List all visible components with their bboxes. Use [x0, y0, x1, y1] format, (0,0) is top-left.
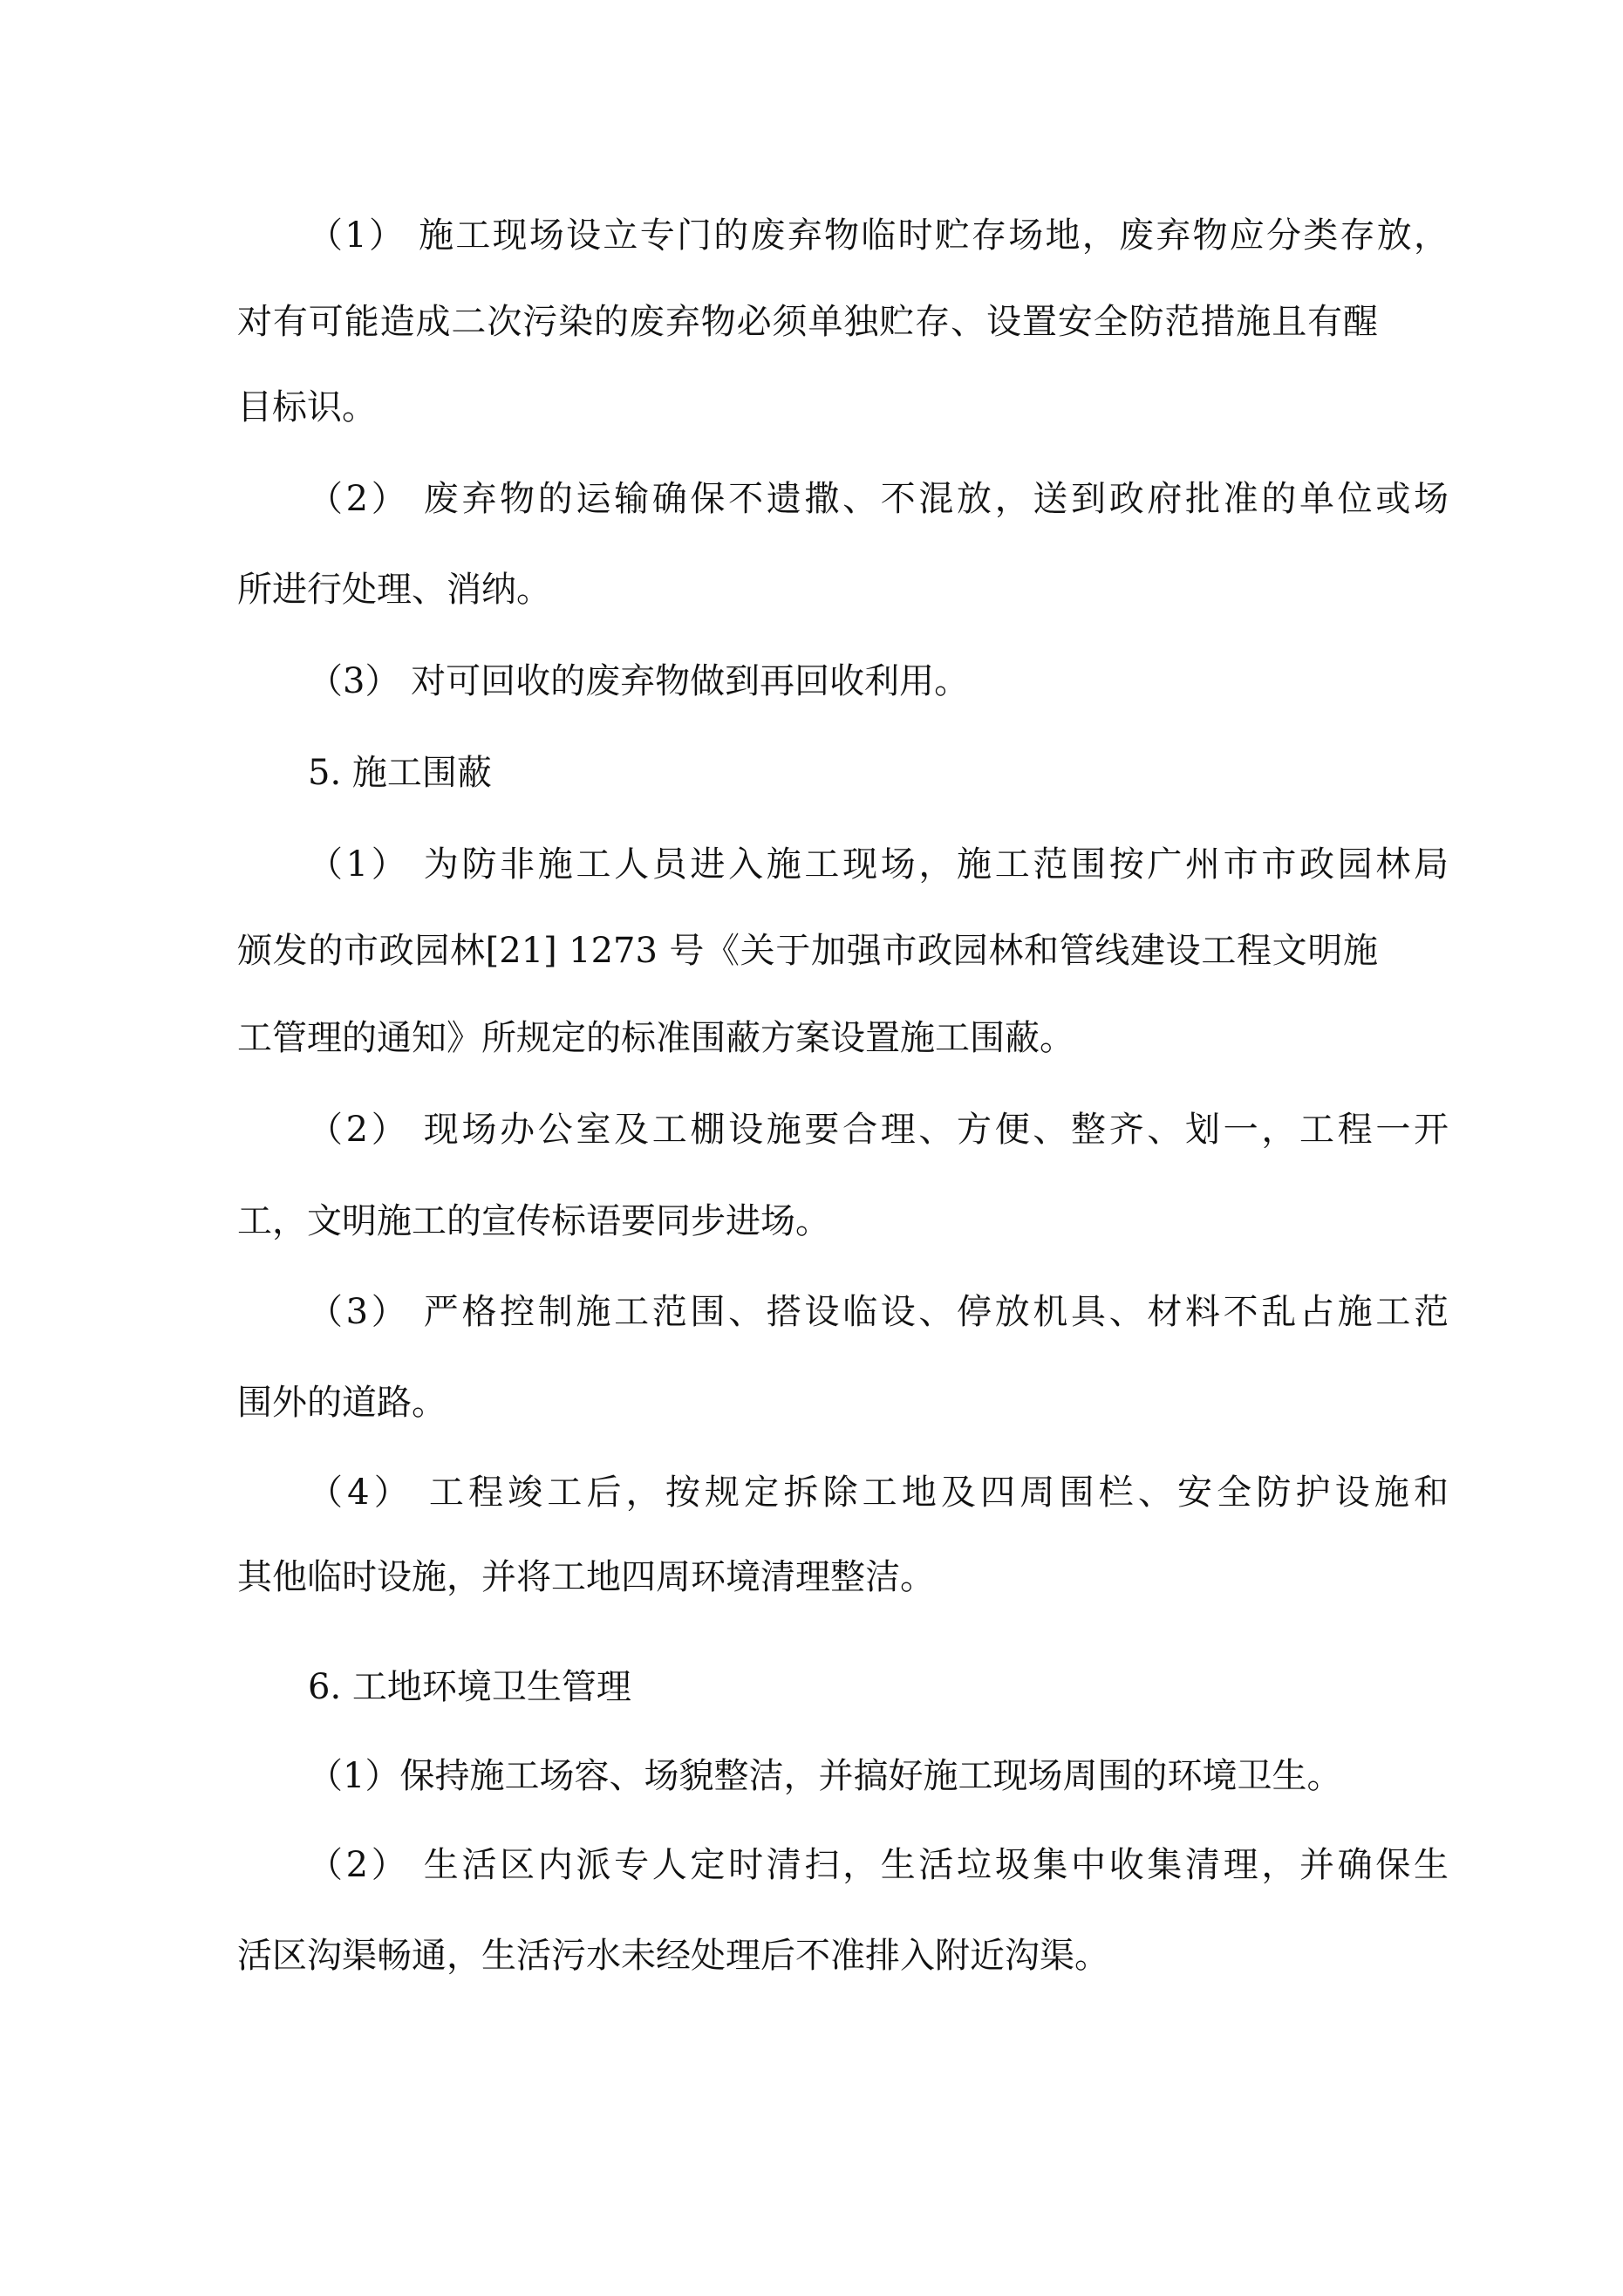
text-line: （4） 工程竣工后，按规定拆除工地及四周围栏、安全防护设施和 — [308, 1473, 1449, 1513]
text-line: （1） 为防非施工人员进入施工现场，施工范围按广州市市政园林局 — [308, 844, 1449, 885]
text-line: （2） 现场办公室及工棚设施要合理、方便、整齐、划一，工程一开 — [308, 1110, 1449, 1150]
text-line: （1） 施工现场设立专门的废弃物临时贮存场地，废弃物应分类存放， — [308, 215, 1449, 256]
text-line: 围外的道路。 — [237, 1383, 447, 1423]
section-heading: 6. 工地环境卫生管理 — [308, 1667, 631, 1707]
text-line: 所进行处理、消纳。 — [237, 570, 551, 610]
text-line: 其他临时设施，并将工地四周环境清理整洁。 — [237, 1557, 935, 1597]
text-line: （2） 生活区内派专人定时清扫，生活垃圾集中收集清理，并确保生 — [308, 1845, 1449, 1885]
text-line: （2） 废弃物的运输确保不遗撒、不混放，送到政府批准的单位或场 — [308, 479, 1449, 519]
text-line: （3） 严格控制施工范围、搭设临设、停放机具、材料不乱占施工范 — [308, 1292, 1449, 1332]
text-line: 工，文明施工的宣传标语要同步进场。 — [237, 1201, 830, 1241]
text-line: 活区沟渠畅通，生活污水未经处理后不准排入附近沟渠。 — [237, 1936, 1109, 1976]
text-line: （1）保持施工场容、场貌整洁，并搞好施工现场周围的环境卫生。 — [308, 1756, 1342, 1796]
text-line: 工管理的通知》所规定的标准围蔽方案设置施工围蔽。 — [237, 1018, 1074, 1058]
text-line: 颁发的市政园林[21] 1273 号《关于加强市政园林和管线建设工程文明施 — [237, 931, 1378, 971]
text-line: （3） 对可回收的废弃物做到再回收利用。 — [308, 661, 970, 701]
text-line: 对有可能造成二次污染的废弃物必须单独贮存、设置安全防范措施且有醒 — [237, 302, 1378, 342]
section-heading: 5. 施工围蔽 — [308, 753, 492, 793]
text-line: 目标识。 — [237, 387, 377, 427]
